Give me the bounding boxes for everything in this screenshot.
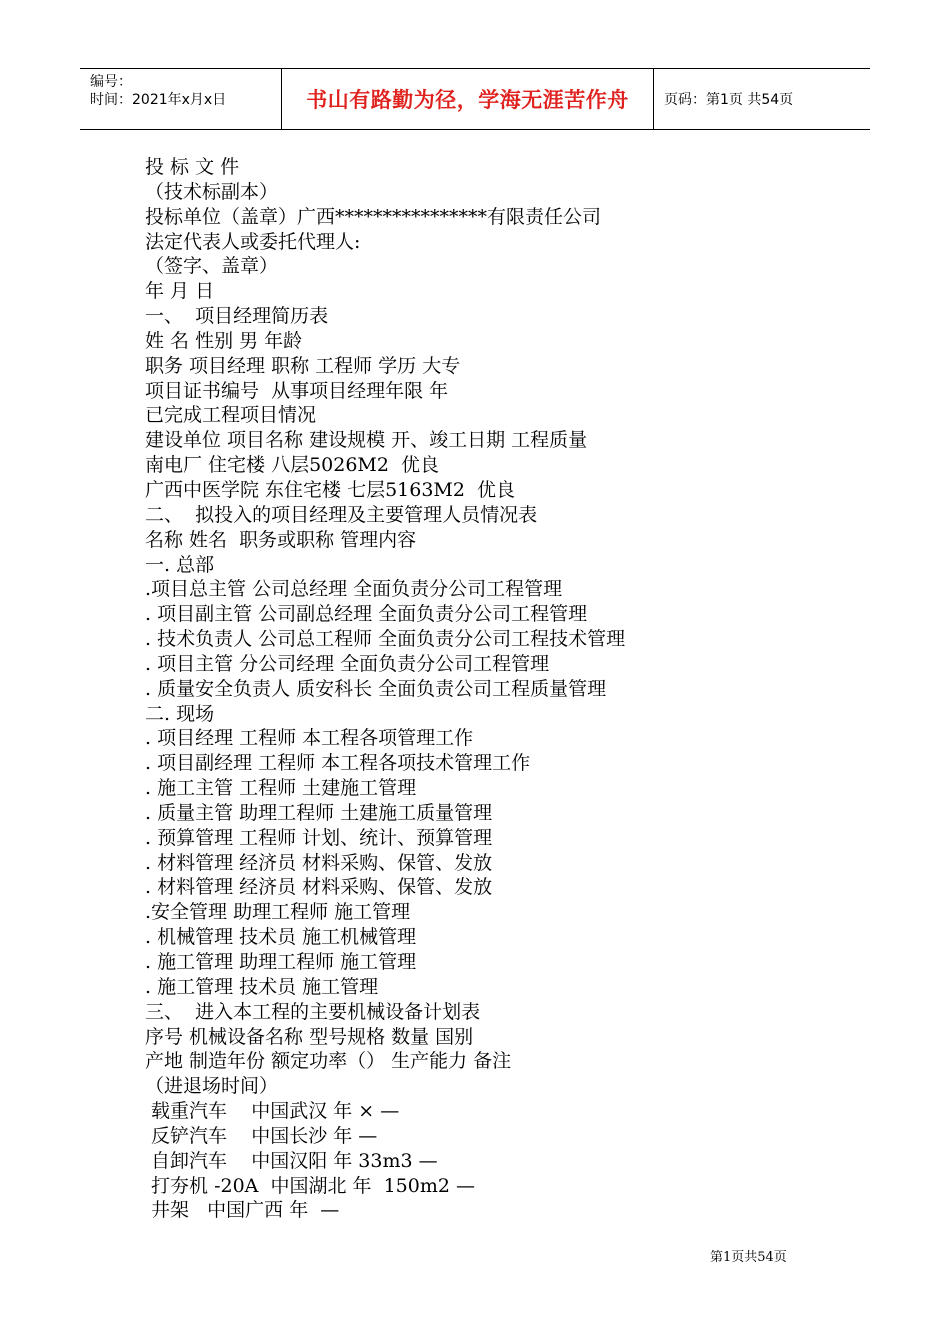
body-line: 建设单位 项目名称 建设规模 开、竣工日期 工程质量 [145,429,588,452]
body-line: 投 标 文 件 [145,156,240,178]
body-line: .安全管理 助理工程师 施工管理 [145,901,411,924]
page-footer: 第1页共54页 [710,1250,787,1265]
motto: 书山有路勤为径，学海无涯苦作舟 [306,88,629,112]
body-line: （签字、盖章） [145,255,279,278]
body-line: . 材料管理 经济员 材料采购、保管、发放 [145,851,493,874]
body-line: 载重汽车 中国武汉 年 × — [145,1100,400,1123]
body-line: 姓 名 性别 男 年龄 [145,329,303,352]
body-line: . 机械管理 技术员 施工机械管理 [145,926,417,949]
body-line: . 材料管理 经济员 材料采购、保管、发放 [145,876,493,899]
body-line: 自卸汽车 中国汉阳 年 33m3 — [145,1149,438,1172]
body-line: 一. 总部 [145,553,215,576]
body-line: 打夯机 -20A 中国湖北 年 150m2 — [145,1174,476,1197]
body-line: 产地 制造年份 额定功率（） 生产能力 备注 [145,1050,512,1073]
body-line: 三、 进入本工程的主要机械设备计划表 [145,1000,481,1023]
body-line: .项目总主管 公司总经理 全面负责分公司工程管理 [145,578,563,601]
body-line: 一、 项目经理简历表 [145,305,329,328]
body-line: （进退场时间） [145,1075,279,1098]
body-line: 序号 机械设备名称 型号规格 数量 国别 [145,1025,474,1048]
body-line: . 预算管理 工程师 计划、统计、预算管理 [145,826,493,849]
document-body [145,155,905,1223]
body-line: 已完成工程项目情况 [145,404,317,427]
body-line: . 项目副经理 工程师 本工程各项技术管理工作 [145,752,531,775]
body-line: 职务 项目经理 职称 工程师 学历 大专 [145,354,461,377]
body-line: 广西中医学院 东住宅楼 七层5163M2 优良 [145,478,516,501]
time-label: 时间：2021年x月x日 [90,92,227,108]
page-label: 页码：第1页 共54页 [664,92,794,108]
page-header [80,68,870,130]
body-line: 二、 拟投入的项目经理及主要管理人员情况表 [145,503,538,526]
body-line: 井架 中国广西 年 — [145,1199,340,1222]
body-line: 反铲汽车 中国长沙 年 — [145,1124,378,1147]
body-line: 名称 姓名 职务或职称 管理内容 [145,528,417,551]
code-label: 编号： [90,74,132,90]
body-line: . 技术负责人 公司总工程师 全面负责分公司工程技术管理 [145,628,626,651]
body-line: 南电厂 住宅楼 八层5026M2 优良 [145,454,440,477]
header-info-cell [80,69,282,129]
body-line: . 质量主管 助理工程师 土建施工质量管理 [145,801,493,824]
body-line: 年 月 日 [145,280,215,303]
body-line: （技术标副本） [145,180,279,203]
body-line: . 施工管理 技术员 施工管理 [145,975,379,998]
header-page-cell [654,69,870,129]
body-line: 二. 现场 [145,702,215,725]
body-line: 项目证书编号 从事项目经理年限 年 [145,379,449,402]
header-motto-cell [282,69,654,129]
body-line: . 质量安全负责人 质安科长 全面负责公司工程质量管理 [145,677,607,700]
body-line: . 项目主管 分公司经理 全面负责分公司工程管理 [145,652,550,675]
body-line: . 项目经理 工程师 本工程各项管理工作 [145,727,474,750]
body-line: 法定代表人或委托代理人: [145,230,361,253]
body-line: 投标单位（盖章）广西****************有限责任公司 [145,205,602,228]
body-line: . 施工管理 助理工程师 施工管理 [145,951,417,973]
body-line: . 施工主管 工程师 土建施工管理 [145,777,417,800]
body-line: . 项目副主管 公司副总经理 全面负责分公司工程管理 [145,603,588,626]
